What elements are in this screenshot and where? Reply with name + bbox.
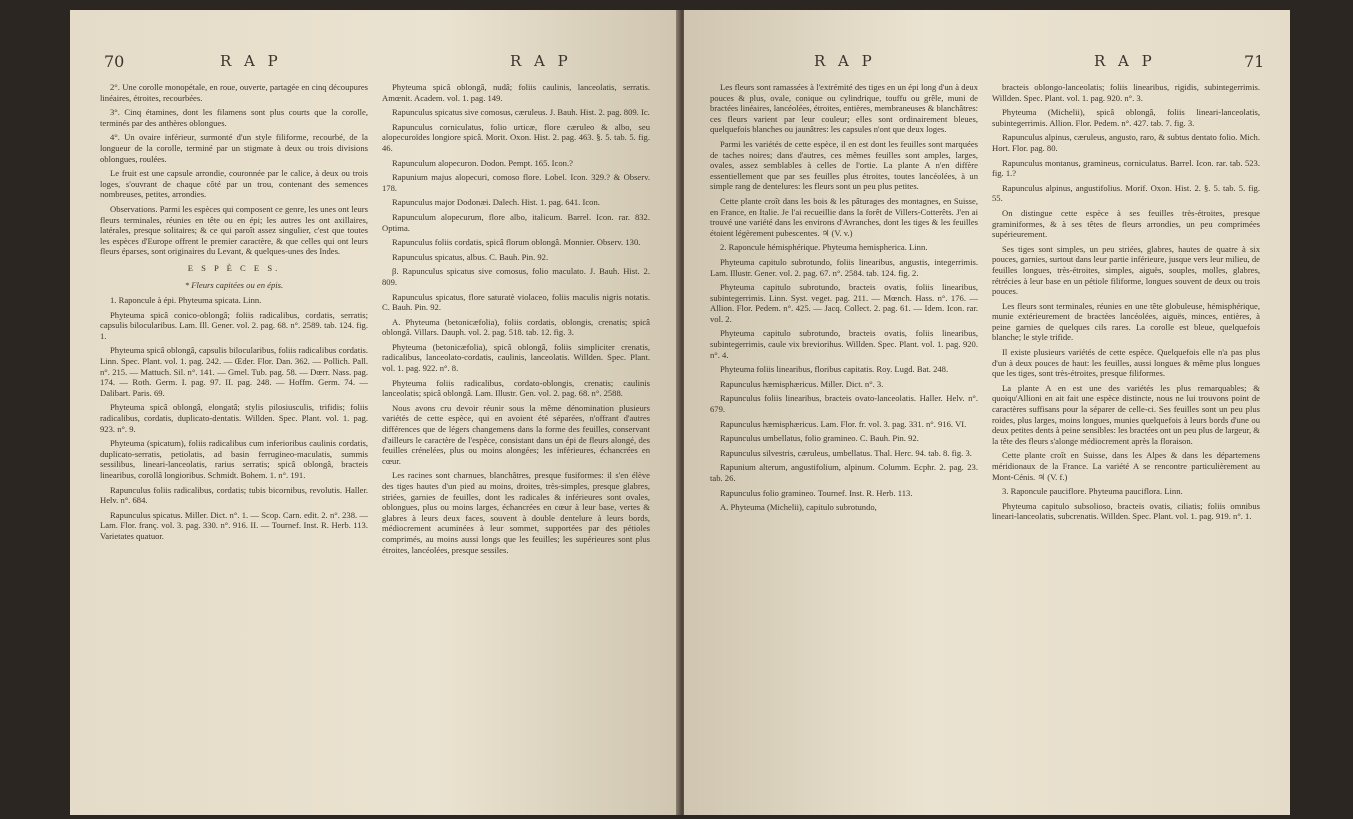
paragraph: A. Phyteuma (betonicæfolia), foliis cordatis, oblongis, crenatis; spicâ oblongâ. Villars. Dauph. vol. 2. pag. 518. tab. 12. fig. 3. (382, 316, 650, 338)
paragraph: Il existe plusieurs variétés de cette espèce. Quelquefois elle n'a pas plus d'un à deux pouces de haut: les feuilles, aussi longues & même plus longues que les tiges, sont très-étroites, presque filiformes. (992, 347, 1260, 379)
paragraph: Rapunculus major Dodonæi. Dalech. Hist. 1. pag. 641. Icon. (392, 197, 600, 208)
paragraph: Parmi les variétés de cette espèce, il en est dont les feuilles sont marquées de taches noires; dans d'autres, ces mêmes feuilles sont amples, larges, ovales, assez semblables à celles de l'ortie. La plante A n'en diffère essentiellement que par ses feuilles plus étroites, toutes lancéolées, à un simple rang de dentelures: les fleurs sont un peu plus petites. (710, 138, 978, 192)
paragraph: Rapunculus spicatus sive comosus, cæruleus. J. Bauh. Hist. 2. pag. 809. Ic. (392, 107, 650, 118)
paragraph: Rapunium alterum, angustifolium, alpinum. Columm. Ecphr. 2. pag. 23. tab. 26. (710, 462, 978, 483)
paragraph: Rapunculus foliis linearibus, bracteis ovato-lanceolatis. Haller. Helv. n°. 679. (710, 393, 978, 415)
running-head-right-1: R A P (814, 52, 876, 70)
paragraph: 3°. Cinq étamines, dont les filamens sont plus courts que la corolle, terminés par des anthères oblongues. (100, 107, 368, 128)
paragraph: Cette plante croît dans les bois & les pâturages des montagnes, en Suisse, en France, en Italie. Je l'ai recueillie dans la forêt de Villers-Cotterêts. J'en ai trouvé une variété dans les environs d'Avranches, dont les tiges & les feuilles étoient légèrement pubescentes. ♃ (V. v.) (710, 195, 978, 238)
paragraph: Phyteuma capitulo subrotundo, foliis linearibus, angustis, integerrimis. Lam. Illustr. Gener. vol. 2. pag. 67. n°. 2584. tab. 124. fig. 2. (710, 256, 978, 278)
paragraph: * Fleurs capitées ou en épis. (184, 279, 284, 290)
paragraph: 1. Raponcule à épi. Phyteuma spicata. Linn. (110, 295, 262, 306)
paragraph: 2. Raponcule hémisphérique. Phyteuma hemispherica. Linn. (720, 242, 928, 253)
paragraph: β. Rapunculus spicatus sive comosus, folio maculato. J. Bauh. Hist. 2. 809. (382, 266, 650, 287)
paragraph: Rapunculus montanus, gramineus, corniculatus. Barrel. Icon. rar. tab. 523. fig. 1.? (992, 157, 1260, 179)
paragraph: Phyteuma spicâ oblongâ, elongatâ; stylis pilosiusculis, trifidis; foliis radicalibus, cordatis, duplicato-dentatis. Willden. Spec. Plant. vol. 1. pag. 923. n°. 9. (100, 402, 368, 434)
right-page-column-2 (992, 82, 1260, 526)
paragraph: Rapunculus corniculatus, folio urticæ, flore cæruleo & albo, seu alopecuroïdes longiore spicâ. Morit. Oxon. Hist. 2. pag. 463. §. 5. tab. 5. fig. 46. (382, 121, 650, 153)
paragraph: Rapunculus hæmisphæricus. Miller. Dict. n°. 3. (720, 378, 884, 389)
paragraph: Rapunculus umbellatus, folio gramineo. C. Bauh. Pin. 92. (720, 433, 919, 444)
paragraph: Les fleurs sont terminales, réunies en une tête globuleuse, hémisphérique, munie extérieurement de bractées lancéolées, aiguës, minces, entières, à peine garnies de quelques cils rares. La corolle est bleue, quelquefois blanche; le style trifide. (992, 300, 1260, 343)
paragraph: Phyteuma capitulo subsolioso, bracteis ovatis, ciliatis; foliis omnibus lineari-lanceolatis, subcrenatis. Willden. Spec. Plant. vol. 1. pag. 919. n°. 1. (992, 500, 1260, 522)
paragraph: Phyteuma (betonicæfolia), spicâ oblongâ, foliis simpliciter crenatis, radicalibus, lanceolato-cordatis, caulinis, lanceolatis. Willden. Spec. Plant. vol. 1. pag. 922. n°. 8. (382, 341, 650, 374)
running-head-left-2: R A P (510, 52, 572, 70)
paragraph: Rapunculus foliis radicalibus, cordatis; tubis bicornibus, revolutis. Haller. Helv. n°. 684. (100, 484, 368, 506)
paragraph: Ses tiges sont simples, un peu striées, glabres, hautes de quatre à six pouces, garnies, surtout dans leur partie inférieure, jusque vers leur milieu, de feuilles longues, très-étroites, simples, aiguës, souples, molles, glabres, rétrécies à leur base en un pétiole filiforme, longues souvent de deux ou trois pouces. (992, 243, 1260, 297)
paragraph: Les racines sont charnues, blanchâtres, presque fusiformes: il s'en élève des tiges hautes d'un pied au moins, droites, très-simples, presque glabres, striées, garnies de feuilles, dont les radicales & inférieures sont ovales, oblongues, plus ou moins larges, échancrées en cœur à leur base, vertes & glabres à leurs deux faces, souvent à double dentelure à leurs bords, médiocrement acuminées à leur sommet, supportées par des pétioles comprimés, au moins aussi longs que les feuilles; les supérieures sont plus étroites, lancéolées, presque sessiles. (382, 470, 650, 555)
paragraph: Rapunium majus alopecuri, comoso flore. Lobel. Icon. 329.? & Observ. 178. (382, 172, 650, 193)
paragraph: Phyteuma capitulo subrotundo, bracteis ovatis, foliis linearibus, subintegerrimis, caule vix breviorihus. Willden. Spec. Plant. vol. 1. pag. 920. n°. 4. (710, 328, 978, 360)
paragraph: Rapunculus foliis cordatis, spicâ florum oblongâ. Monnier. Observ. 130. (392, 237, 641, 248)
paragraph: 3. Raponcule pauciflore. Phyteuma pauciflora. Linn. (1002, 486, 1183, 497)
right-page (684, 10, 1290, 815)
paragraph: Rapunculus silvestris, cæruleus, umbellatus. Thal. Herc. 94. tab. 8. fig. 3. (720, 447, 972, 458)
paragraph: On distingue cette espèce à ses feuilles très-étroites, presque graminiformes, & à ses têtes de fleurs arrondies, un peu comprimées supérieurement. (992, 207, 1260, 240)
paragraph: Rapunculus spicatus, flore saturatè violaceo, foliis maculis nigris notatis. C. Bauh. Pin. 92. (382, 291, 650, 313)
paragraph: Cette plante croît en Suisse, dans les Alpes & dans les départemens méridionaux de la France. La variété A se rencontre particulièrement au Mont-Cénis. ♃ (V. f.) (992, 450, 1260, 482)
paragraph: Phyteuma capitulo subrotundo, bracteis ovatis, foliis linearibus, subintegerrimis. Linn. Syst. veget. pag. 211. — Mœnch. Hass. n°. 176. — Allion. Flor. Pedem. n°. 425. — Jacq. Collect. 2. pag. 61. — Idem. Icon. rar. vol. 2. (710, 282, 978, 324)
paragraph: Phyteuma spicâ conico-oblongâ; foliis radicalibus, cordatis, serratis; capsulis bilocularibus. Lam. Ill. Gener. vol. 2. pag. 68. n°. 2589. tab. 124. fig. 1. (100, 309, 368, 341)
page-number-right: 71 (1244, 52, 1265, 71)
paragraph: Rapunculus alpinus, angustifolius. Morif. Oxon. Hist. 2. §. 5. tab. 5. fig. 55. (992, 182, 1260, 204)
running-head-left-1: R A P (220, 52, 282, 70)
paragraph: Rapunculus spicatus, albus. C. Bauh. Pin. 92. (392, 251, 549, 262)
paragraph: Rapunculus alpinus, cæruleus, angusto, raro, & subtus dentato folio. Mich. Hort. Flor. pag. 80. (992, 132, 1260, 153)
paragraph: 2°. Une corolle monopétale, en roue, ouverte, partagée en cinq découpures linéaires, étroites, recourbées. (100, 82, 368, 103)
running-head-right-2: R A P (1094, 52, 1156, 70)
left-page (70, 10, 680, 815)
paragraph: Phyteuma foliis linearibus, floribus capitatis. Roy. Lugd. Bat. 248. (720, 364, 949, 375)
paragraph: Rapunculum alopecurum, flore albo, italicum. Barrel. Icon. rar. 832. Optima. (382, 211, 650, 233)
paragraph: bracteis oblongo-lanceolatis; foliis linearibus, rigidis, subintegerrimis. Willden. Spec. Plant. vol. 1. pag. 920. n°. 3. (992, 82, 1260, 103)
left-page-column-1 (100, 82, 368, 546)
open-book (70, 10, 1290, 815)
paragraph: Le fruit est une capsule arrondie, couronnée par le calice, à deux ou trois loges, s'ouvrant de chaque côté par un trou, contenant des semences nombreuses, petites, arrondies. (100, 168, 368, 200)
paragraph: A. Phyteuma (Michelii), capitulo subrotundo, (720, 502, 877, 513)
paragraph: Phyteuma (Michelii), spicâ oblongâ, foliis lineari-lanceolatis, subintegerrimis. Allion. Flor. Pedem. n°. 427. tab. 7. fig. 3. (992, 107, 1260, 128)
paragraph: Rapunculus folio gramineo. Tournef. Inst. R. Herb. 113. (720, 487, 913, 498)
paragraph: Rapunculum alopecuron. Dodon. Pempt. 165. Icon.? (392, 157, 573, 168)
paragraph: Phyteuma spicâ oblongâ, capsulis bilocularibus, foliis radicalibus cordatis. Linn. Spec. Plant. vol. 1. pag. 242. — Œder. Flor. Dan. 362. — Pollich. Pall. n°. 215. — Mattuch. Sil. n°. 141. — Gmel. Tub. pag. 58. — Dœrr. Nass. pag. 174. — Roth. Germ. I. pag. 97. II. pag. 248. — Hoffm. Germ. 74. — Dalibart. Paris. 69. (100, 345, 368, 398)
paragraph: Les fleurs sont ramassées à l'extrémité des tiges en un épi long d'un à deux pouces & plus, ovale, conique ou cylindrique, touffu ou grêle, muni de bractées linéaires, lancéolées, étroites, entières, membraneuses & blanchâtres: ces fleurs varient par leur couleur; elles sont ordinairement bleues, quelquefois blanches ou jaunâtres: les capsules n'ont que deux loges. (710, 82, 978, 135)
paragraph: Rapunculus spicatus. Miller. Dict. n°. 1. — Scop. Carn. edit. 2. n°. 238. — Lam. Flor. franç. vol. 3. pag. 330. n°. 916. II. — Tournef. Inst. R. Herb. 113. Varietates quatuor. (100, 509, 368, 541)
paragraph: Phyteuma foliis radicalibus, cordato-oblongis, crenatis; caulinis lanceolatis; spicâ oblongâ. Lam. Illustr. Gen. vol. 2. pag. 68. n°. 2588. (382, 377, 650, 399)
left-page-column-2 (382, 82, 650, 559)
paragraph: 4°. Un ovaire inférieur, surmonté d'un style filiforme, recourbé, de la longueur de la corolle, terminé par un stigmate à deux ou trois divisions oblongues, roulées. (100, 132, 368, 164)
paragraph: Observations. Parmi les espèces qui composent ce genre, les unes ont leurs fleurs terminales, réunies en tête ou en épi; les autres les ont axillaires, latérales, presque solitaires; & ce qui paroît assez singulier, c'est que toutes les espèces d'Europe offrent le premier caractère, & que celles qui ont leurs fleurs éparses, sont originaires du Levant, & quelques-unes des Indes. (100, 203, 368, 257)
page-number-left: 70 (104, 52, 125, 71)
paragraph: Phyteuma spicâ oblongâ, nudâ; foliis caulinis, lanceolatis, serratis. Amœnit. Academ. vol. 1. pag. 149. (382, 82, 650, 103)
right-page-column-1 (710, 82, 978, 517)
paragraph: Phyteuma (spicatum), foliis radicalibus cum inferioribus caulinis cordatis, duplicato-serratis, petiolatis, ad basin ferrugineo-maculatis, summis sessilibus, lineari-lanceolatis, rarius serratis; spicâ oblongâ, bracteis linearibus, corollâ longioribus. Schmidt. Bohem. 1. n°. 191. (100, 438, 368, 480)
paragraph: La plante A en est une des variétés les plus remarquables; & quoiqu'Allioni en ait fait une espèce distincte, nous ne lui trouvons point de caractères suffisans pour la séparer de celle-ci. Ses feuilles sont un peu plus roides, plus larges, moins longues, munies quelquefois à leurs bords d'une ou deux petites dents à peine sensibles: les bractées ont un peu plus de largeur, & la tête des fleurs s'alonge médiocrement après la floraison. (992, 382, 1260, 446)
paragraph: Nous avons cru devoir réunir sous la même dénomination plusieurs variétés de cette espèce, qui en avoient été séparées, n'offrant d'autres différences que de légers changemens dans la forme des feuilles, conservant d'ailleurs le caractère de l'espèce, consistant dans un épi de fleurs alongé, des feuilles crénelées, plus ou moins alongées; les inférieures, échancrées en cœur. (382, 402, 650, 466)
paragraph: Rapunculus hæmisphæricus. Lam. Flor. fr. vol. 3. pag. 331. n°. 916. VI. (720, 418, 967, 429)
paragraph: E S P È C E S. (187, 262, 281, 273)
